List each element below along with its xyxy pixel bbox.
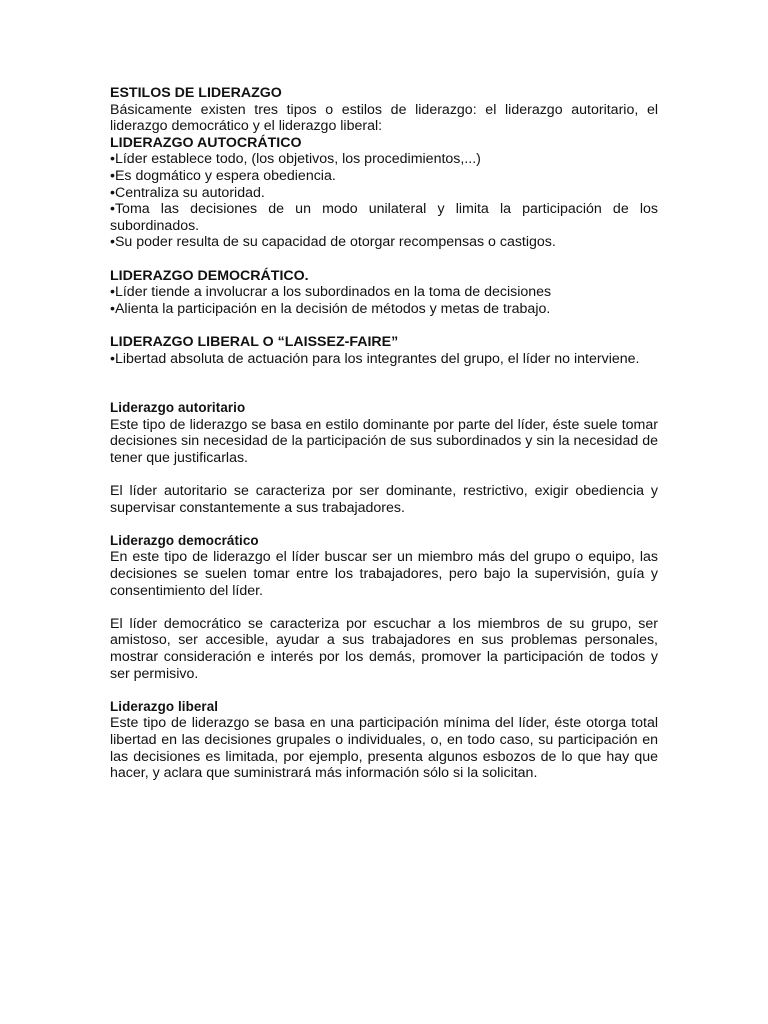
intro-paragraph: Básicamente existen tres tipos o estilos de liderazgo: el liderazgo autoritario, el liderazgo democrático y el liderazgo liberal: <box>110 101 658 135</box>
bullet-item: •Líder tiende a involucrar a los subordinados en la toma de decisiones <box>110 284 552 301</box>
bullet-item: •Toma las decisiones de un modo unilateral y limita la participación de los subordinados. <box>110 201 658 234</box>
section-autoritario <box>110 400 658 516</box>
democratico-heading: LIDERAZGO DEMOCRÁTICO. <box>110 267 309 284</box>
spacer <box>110 317 658 334</box>
section-liberal <box>110 699 658 782</box>
bullet-item: •Libertad absoluta de actuación para los integrantes del grupo, el líder no interviene. <box>110 350 640 367</box>
bullet-item: •Alienta la participación en la decisión de métodos y metas de trabajo. <box>110 300 551 317</box>
document-title: ESTILOS DE LIDERAZGO <box>110 85 282 101</box>
section-heading: Liderazgo autoritario <box>110 400 246 416</box>
spacer <box>110 251 658 268</box>
section-heading: Liderazgo liberal <box>110 698 219 714</box>
bullet-item: •Es dogmático y espera obediencia. <box>110 167 336 184</box>
section-paragraph: El líder democrático se caracteriza por escuchar a los miembros de su grupo, ser amistoso, ser accesible, ayudar a sus trabajadores en sus problemas personales, mostrar consideración e interés por los demás, promover la participación de todos y ser permisivo. <box>110 615 658 682</box>
section-paragraph: Este tipo de liderazgo se basa en estilo dominante por parte del líder, éste suele tomar decisiones sin necesidad de la participación de sus subordinados y sin la necesidad de tener que justificarlas. <box>110 416 658 466</box>
section-heading: Liderazgo democrático <box>110 532 259 548</box>
section-paragraph: El líder autoritario se caracteriza por ser dominante, restrictivo, exigir obediencia y supervisar constantemente a sus trabajadores. <box>110 483 658 516</box>
section-democratico <box>110 533 658 682</box>
spacer <box>110 466 658 483</box>
bullet-item: •Centraliza su autoridad. <box>110 184 265 201</box>
bullet-item: •Líder establece todo, (los objetivos, los procedimientos,...) <box>110 151 481 168</box>
bullet-item: •Su poder resulta de su capacidad de otorgar recompensas o castigos. <box>110 234 556 251</box>
spacer <box>110 516 658 533</box>
spacer <box>110 367 658 400</box>
spacer <box>110 599 658 616</box>
autocratico-heading: LIDERAZGO AUTOCRÁTICO <box>110 134 302 151</box>
spacer <box>110 682 658 699</box>
section-paragraph: Este tipo de liderazgo se basa en una participación mínima del líder, éste otorga total libertad en las decisiones grupales o individuales, o, en todo caso, su participación en las decisiones es limitada, por ejemplo, presenta algunos esbozos de lo que hay que hacer, y aclara que suministrará más información sólo si la solicitan. <box>110 715 658 782</box>
liberal-heading: LIDERAZGO LIBERAL O “LAISSEZ-FAIRE” <box>110 333 399 350</box>
document-body <box>110 85 658 782</box>
section-paragraph: En este tipo de liderazgo el líder buscar ser un miembro más del grupo o equipo, las decisiones se suelen tomar entre los trabajadores, pero bajo la supervisión, guía y consentimiento del líder. <box>110 549 658 599</box>
